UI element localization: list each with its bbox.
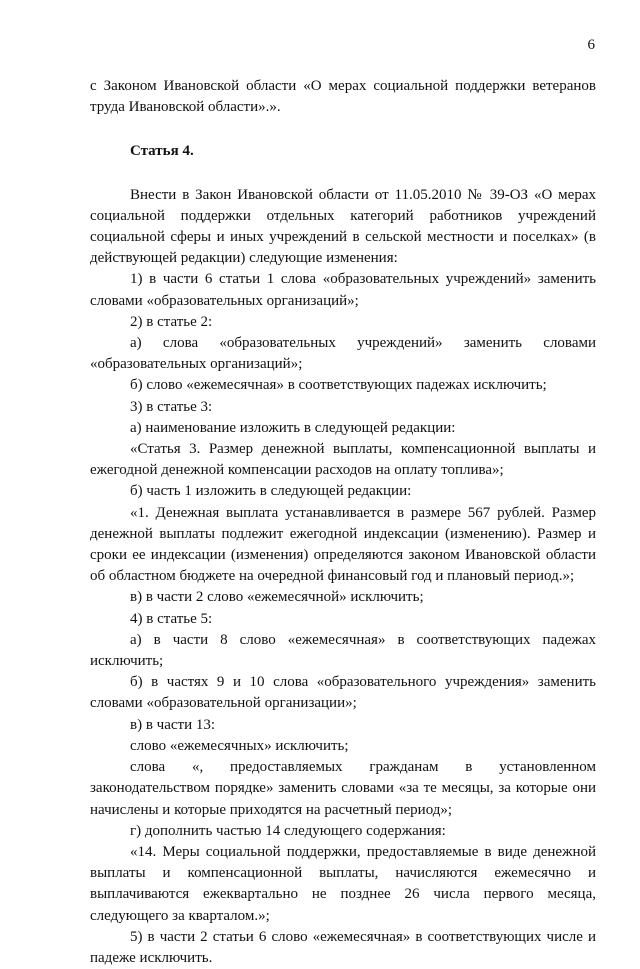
paragraph: а) слова «образовательных учреждений» заменить словами «образовательных организаций»; — [90, 335, 596, 373]
paragraph: б) в частях 9 и 10 слова «образовательного учреждения» заменить словами «образовательной организации»; — [90, 674, 596, 712]
paragraph: б) часть 1 изложить в следующей редакции: — [130, 483, 412, 500]
paragraph: б) слово «ежемесячная» в соответствующих падежах исключить; — [130, 377, 547, 394]
paragraph: в) в части 2 слово «ежемесячной» исключить; — [130, 589, 424, 606]
paragraph: 1) в части 6 статьи 1 слова «образовательных учреждений» заменить словами «образовательных организаций»; — [90, 271, 596, 309]
paragraph: 4) в статье 5: — [130, 610, 213, 627]
paragraph: 5) в части 2 статьи 6 слово «ежемесячная» в соответствующих числе и падеже исключить. — [90, 928, 596, 966]
paragraph: «1. Денежная выплата устанавливается в размере 567 рублей. Размер денежной выплаты подлежит ежегодной индексации (изменению). Размер и сроки ее индексации (изменения) определяются законом Ивановской области об областном бюджете на очередной финансовый год и плановый период.»; — [90, 504, 596, 585]
paragraph: 3) в статье 3: — [130, 398, 213, 415]
paragraph: Внести в Закон Ивановской области от 11.05.2010 № 39-ОЗ «О мерах социальной поддержки отдельных категорий работников учреждений социальной сферы и иных учреждений в сельской местности и поселках» (в действующей редакции) следующие изменения: — [90, 186, 596, 267]
article-heading: Статья 4. — [130, 143, 194, 160]
page-number: 6 — [587, 37, 595, 53]
document-body — [90, 76, 596, 969]
paragraph: «14. Меры социальной поддержки, предоставляемые в виде денежной выплаты и компенсационной выплаты, начисляются ежемесячно и выплачиваются ежеквартально не позднее 26 числа первого месяца, следующего за кварталом.»; — [90, 843, 596, 924]
paragraph: а) в части 8 слово «ежемесячная» в соответствующих падежах исключить; — [90, 631, 596, 670]
intro-paragraph: с Законом Ивановской области «О мерах социальной поддержки ветеранов труда Ивановской области».». — [90, 78, 596, 116]
paragraph: слово «ежемесячных» исключить; — [130, 737, 349, 754]
paragraph: 2) в статье 2: — [130, 313, 213, 330]
paragraph: г) дополнить частью 14 следующего содержания: — [130, 822, 446, 839]
paragraph: в) в части 13: — [130, 716, 216, 733]
paragraph: «Статья 3. Размер денежной выплаты, компенсационной выплаты и ежегодной денежной компенсации расходов на оплату топлива»; — [90, 441, 596, 479]
paragraph: слова «, предоставляемых гражданам в установленном законодательством порядке» заменить словами «за те месяцы, за которые они начислены и которые приходятся на расчетный период»; — [90, 759, 596, 818]
paragraph: а) наименование изложить в следующей редакции: — [130, 419, 456, 436]
